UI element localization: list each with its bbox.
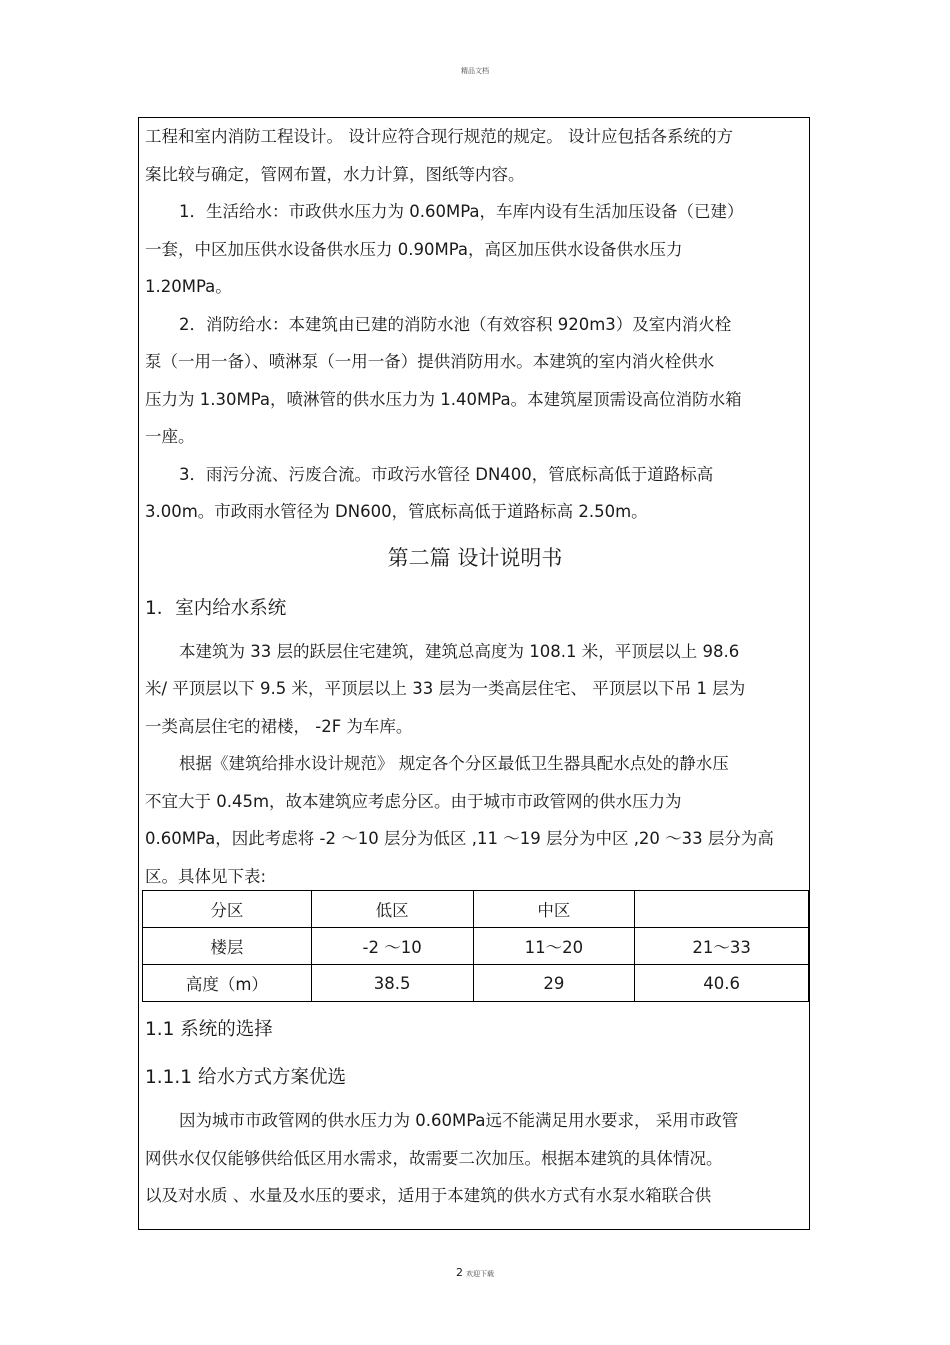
table-cell: 29	[473, 965, 635, 1002]
intro-line: 工程和室内消防工程设计。 设计应符合现行规范的规定。 设计应包括各系统的方	[145, 127, 733, 146]
table-cell: 11～20	[473, 928, 635, 965]
section-1-1-heading: 1.1 系统的选择	[145, 1019, 273, 1040]
table-row	[143, 965, 809, 1002]
section-1-para-2-line: 0.60MPa，因此考虑将 -2 ～10 层分为低区 ,11 ～19 层分为中区 ,20 ～33 层分为高	[145, 829, 774, 848]
section-1-1-1-heading: 1.1.1 给水方式方案优选	[145, 1067, 346, 1088]
document-body	[145, 118, 805, 895]
document-body-continued	[145, 1006, 805, 1215]
item-3-line: 3.00m。市政雨水管径为 DN600，管底标高低于道路标高 2.50m。	[145, 502, 648, 521]
footer-text: 欢迎下载	[466, 1270, 494, 1278]
table-cell: 楼层	[143, 928, 312, 965]
table-cell: 21～33	[635, 928, 809, 965]
table-header-cell: 中区	[473, 891, 635, 928]
table-cell: 高度（m）	[143, 965, 312, 1002]
table-cell: -2 ～10	[311, 928, 473, 965]
item-2-line: 泵（一用一备）、喷淋泵（一用一备）提供消防用水。本建筑的室内消火栓供水	[145, 352, 715, 371]
section-1-1-1-line: 因为城市市政管网的供水压力为 0.60MPa远不能满足用水要求， 采用市政管	[179, 1111, 739, 1130]
table-cell: 40.6	[635, 965, 809, 1002]
section-1-1-1-line: 以及对水质 、水量及水压的要求，适用于本建筑的供水方式有水泵水箱联合供	[145, 1186, 712, 1205]
item-2-line: 一座。	[145, 427, 195, 446]
page-header: 精品文档	[461, 67, 489, 75]
section-1-para-1-line: 米/ 平顶层以下 9.5 米，平顶层以上 33 层为一类高层住宅、 平顶层以下吊 1 层为	[145, 679, 746, 698]
part-title: 第二篇 设计说明书	[387, 545, 563, 570]
page-number: 2	[456, 1266, 463, 1279]
section-1-para-2-line: 根据《建筑给排水设计规范》 规定各个分区最低卫生器具配水点处的静水压	[179, 754, 729, 773]
page-footer	[0, 1261, 950, 1280]
section-1-heading: 1．室内给水系统	[145, 597, 287, 619]
section-1-para-2-line: 不宜大于 0.45m，故本建筑应考虑分区。由于城市市政管网的供水压力为	[145, 791, 682, 811]
intro-line: 案比较与确定，管网布置，水力计算，图纸等内容。	[145, 164, 525, 184]
item-2-line: 2．消防给水：本建筑由已建的消防水池（有效容积 920m3）及室内消火栓	[179, 314, 732, 334]
table-header-cell	[635, 891, 809, 928]
table-cell: 38.5	[311, 965, 473, 1002]
section-1-para-1-line: 一类高层住宅的裙楼， -2F 为车库。	[145, 716, 413, 736]
section-1-para-1-line: 本建筑为 33 层的跃层住宅建筑，建筑总高度为 108.1 米，平顶层以上 98.6	[179, 641, 740, 661]
table-header-cell: 低区	[311, 891, 473, 928]
table-header-cell: 分区	[143, 891, 312, 928]
zone-table	[142, 890, 809, 1002]
section-1-1-1-line: 网供水仅仅能够供给低区用水需求，故需要二次加压。根据本建筑的具体情况。	[145, 1148, 723, 1168]
section-1-para-2-line: 区。具体见下表:	[145, 866, 267, 886]
item-2-line: 压力为 1.30MPa，喷淋管的供水压力为 1.40MPa。本建筑屋顶需设高位消防水箱	[145, 389, 742, 409]
item-1-line: 一套，中区加压供水设备供水压力 0.90MPa，高区加压供水设备供水压力	[145, 239, 683, 259]
item-1-line: 1.20MPa。	[145, 277, 232, 296]
table-header-row	[143, 891, 809, 928]
item-3-line: 3．雨污分流、污废合流。市政污水管径 DN400，管底标高低于道路标高	[179, 464, 714, 484]
document-frame	[138, 117, 810, 1230]
table-row	[143, 928, 809, 965]
item-1-line: 1．生活给水：市政供水压力为 0.60MPa，车库内设有生活加压设备（已建）	[179, 202, 744, 221]
